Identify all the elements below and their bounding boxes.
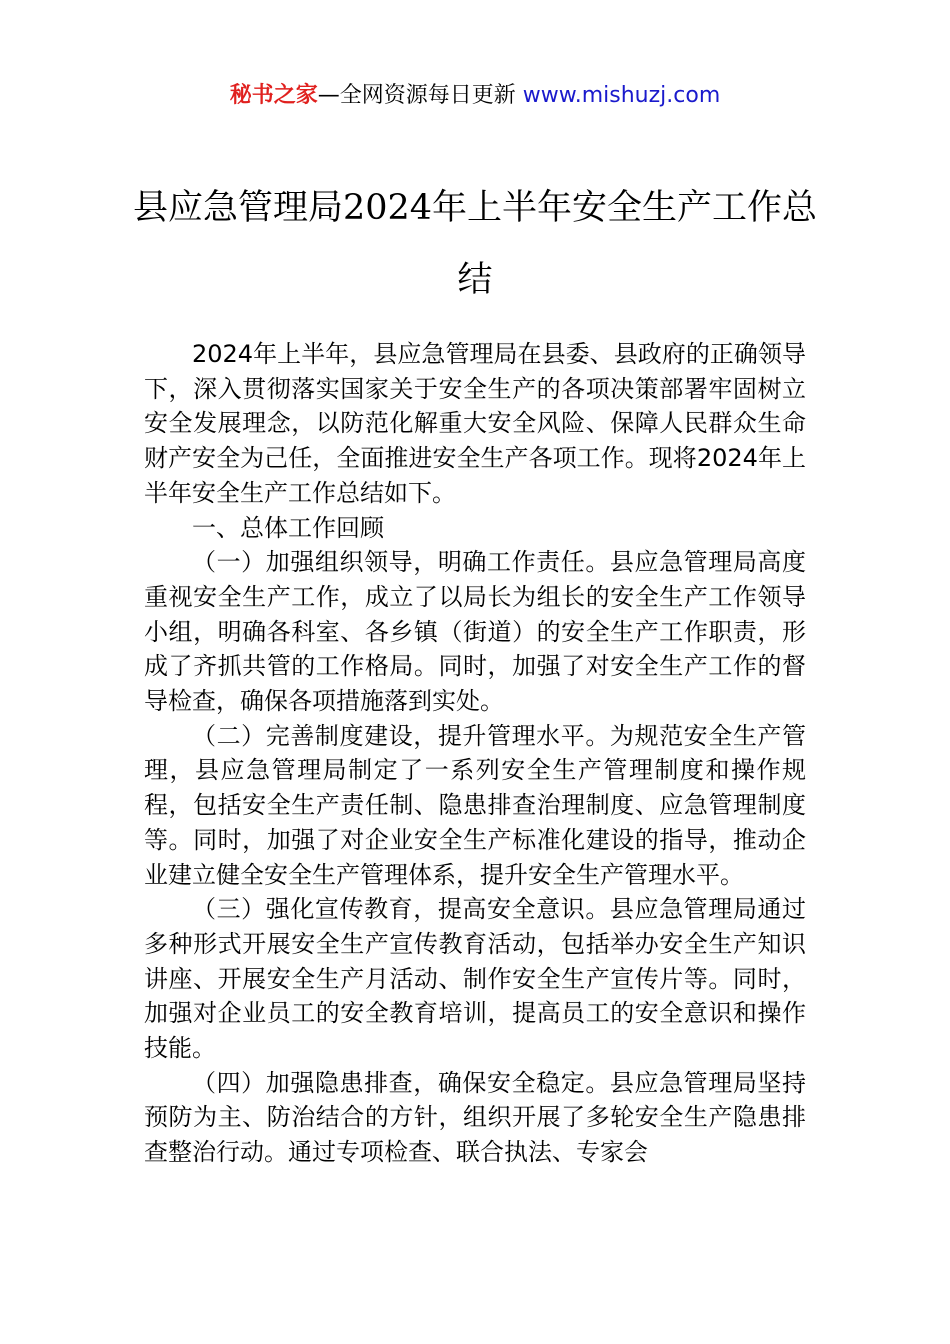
brand-name: 秘书之家 <box>229 83 318 108</box>
body-paragraph: （四）加强隐患排查，确保安全稳定。县应急管理局坚持预防为主、防治结合的方针，组织开展了多轮安全生产隐患排查整治行动。通过专项检查、联合执法、专家会 <box>144 1068 806 1167</box>
intro-paragraph: 2024年上半年，县应急管理局在县委、县政府的正确领导下，深入贯彻落实国家关于安全生产的各项决策部署牢固树立安全发展理念，以防范化解重大安全风险、保障人民群众生命财产安全为己任，全面推进安全生产各项工作。现将2024年上半年安全生产工作总结如下。 <box>144 340 806 507</box>
body-paragraph: （三）强化宣传教育，提高安全意识。县应急管理局通过多种形式开展安全生产宣传教育活动，包括举办安全生产知识讲座、开展安全生产月活动、制作安全生产宣传片等。同时，加强对企业员工的安全教育培训，提高员工的安全意识和操作技能。 <box>144 895 806 1063</box>
website-link[interactable]: www.mishuzj.com <box>522 83 721 108</box>
document-body <box>144 337 806 1170</box>
site-header <box>0 80 950 112</box>
body-paragraph: （一）加强组织领导，明确工作责任。县应急管理局高度重视安全生产工作，成立了以局长为组长的安全生产工作领导小组，明确各科室、各乡镇（街道）的安全生产工作职责，形成了齐抓共管的工作格局。同时，加强了对安全生产工作的督导检查，确保各项措施落到实处。 <box>144 548 806 716</box>
section-heading: 一、总体工作回顾 <box>192 513 384 542</box>
header-tagline: —全网资源每日更新 <box>317 83 523 108</box>
document-title: 县应急管理局2024年上半年安全生产工作总结 <box>132 188 818 300</box>
body-paragraph: （二）完善制度建设，提升管理水平。为规范安全生产管理，县应急管理局制定了一系列安全生产管理制度和操作规程，包括安全生产责任制、隐患排查治理制度、应急管理制度等。同时，加强了对企业安全生产标准化建设的指导，推动企业建立健全安全生产管理体系，提升安全生产管理水平。 <box>144 721 806 889</box>
